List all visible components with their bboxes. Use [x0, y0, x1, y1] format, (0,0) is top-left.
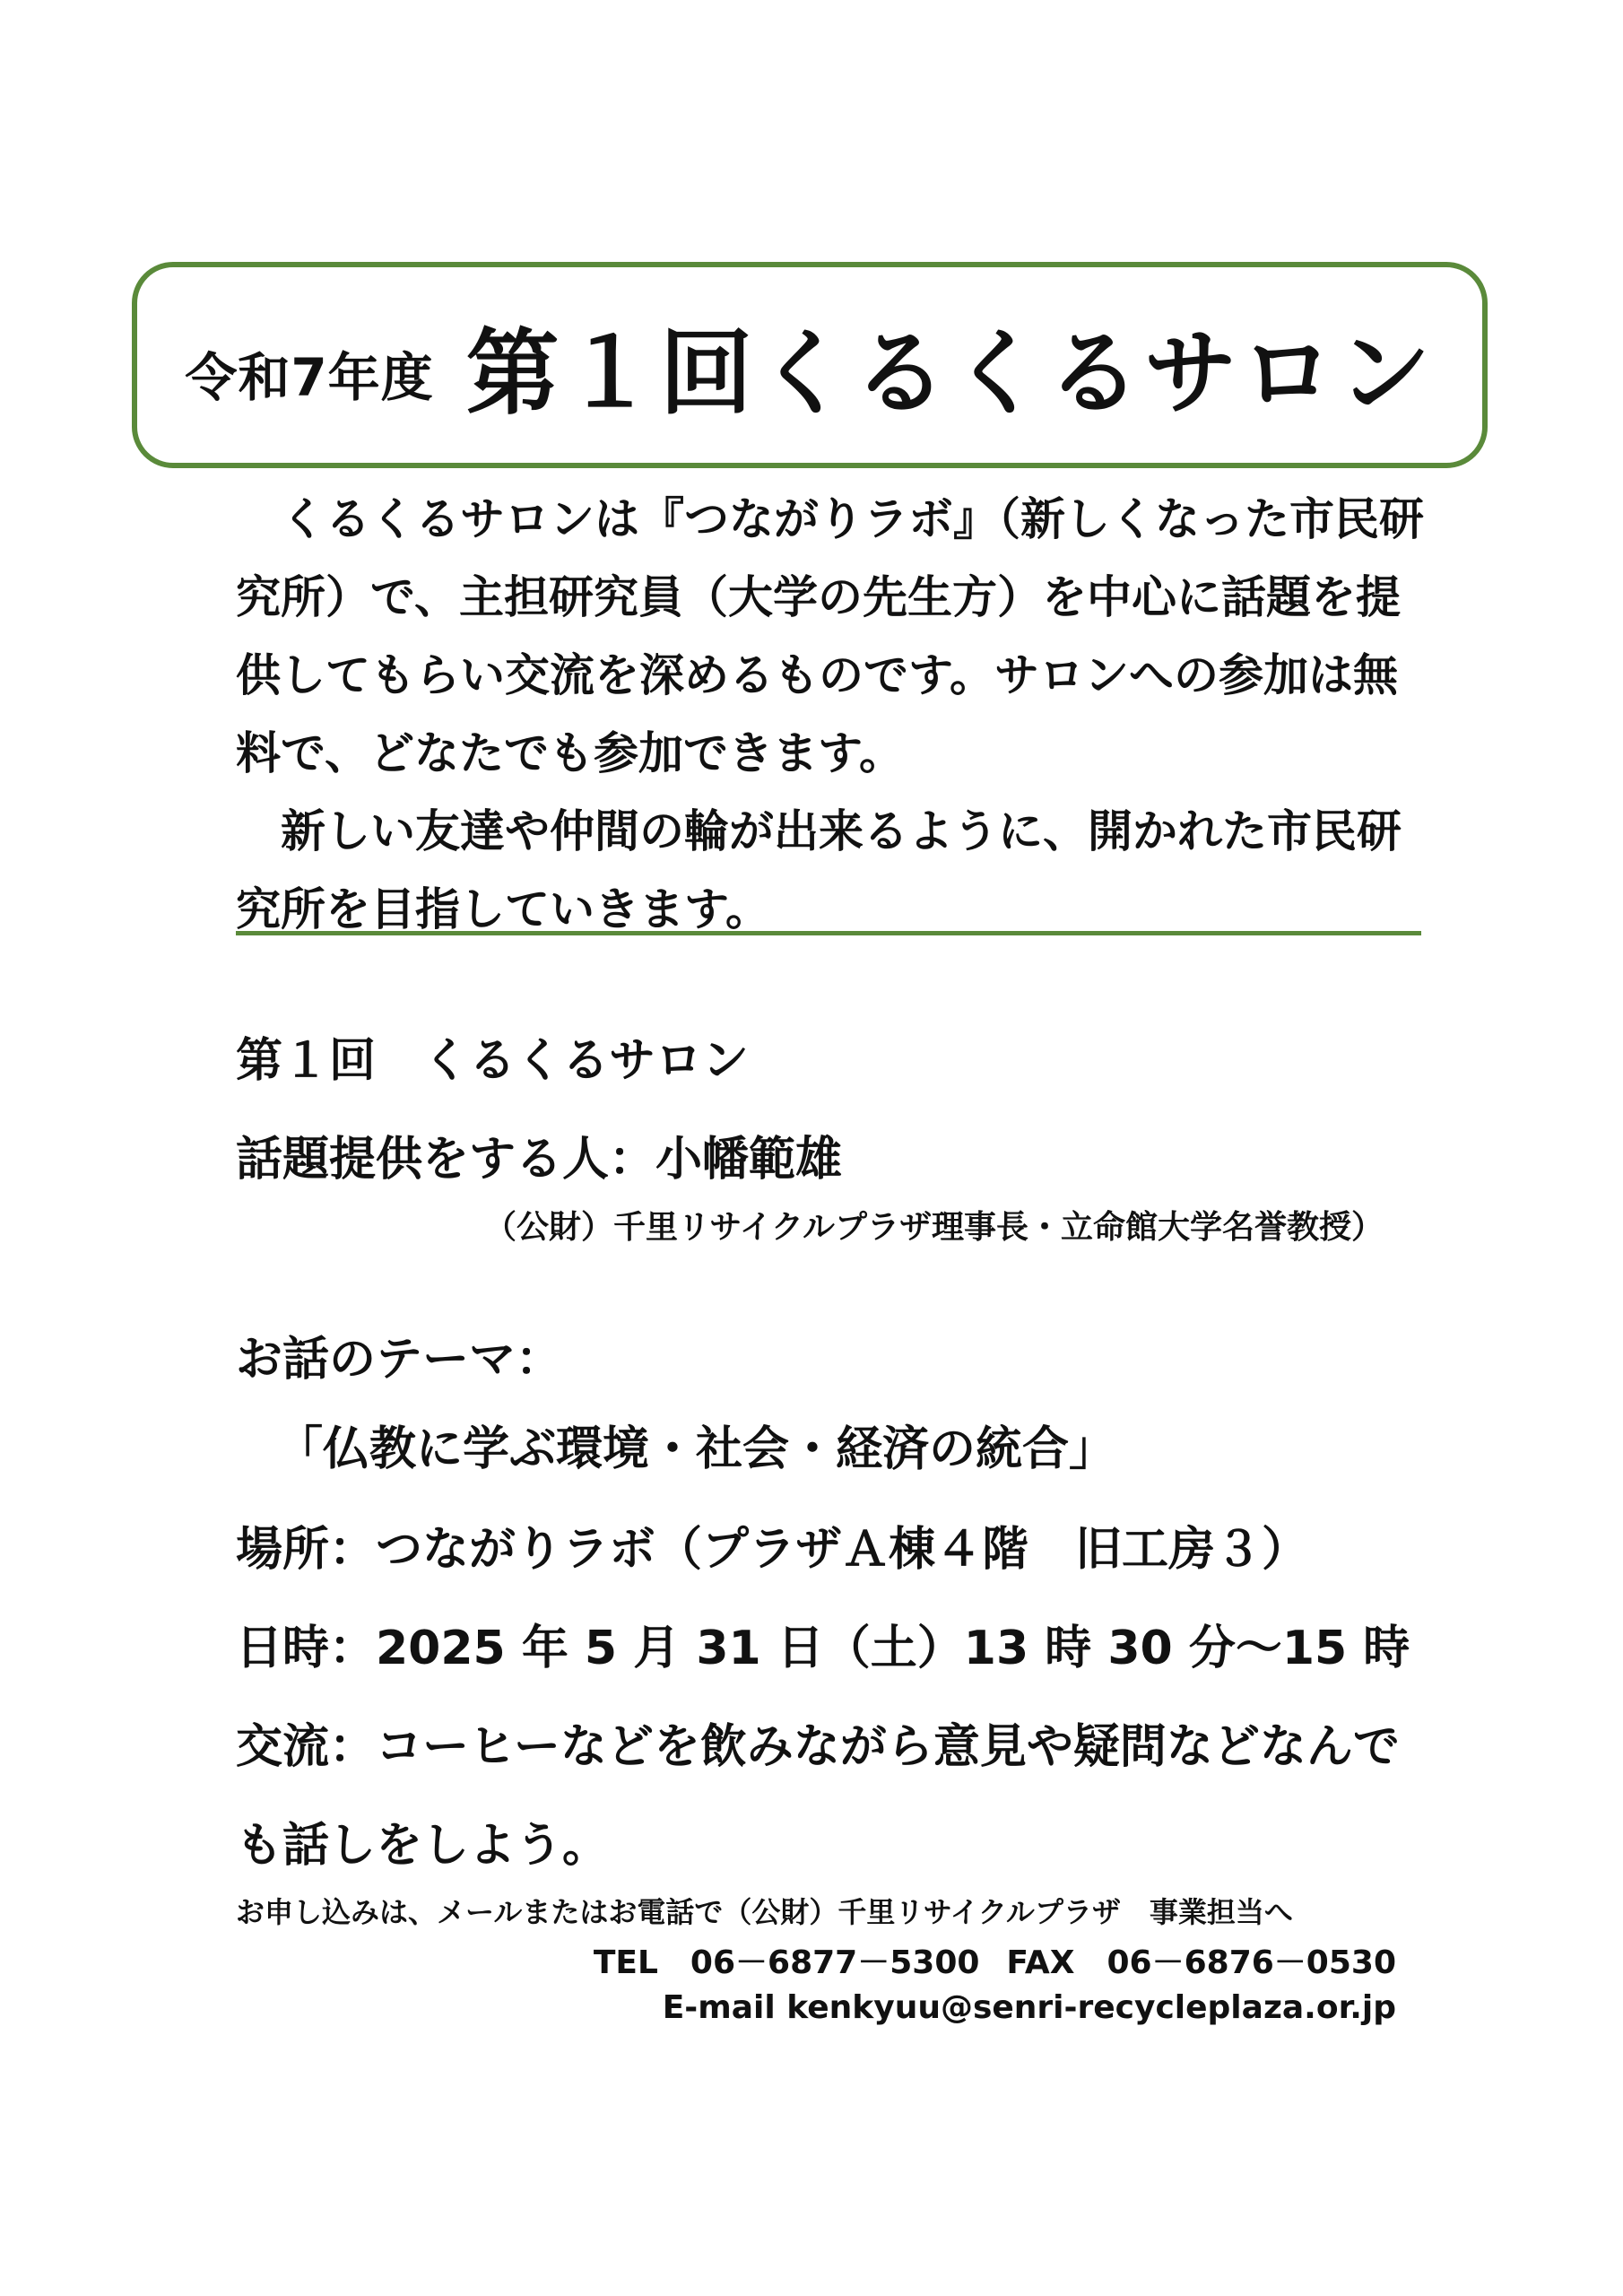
intro-paragraph-2: 新しい友達や仲間の輪が出来るように、開かれた市民研究所を目指していきます。: [236, 805, 1402, 935]
datetime-line: 日時：2025 年 5 月 31 日（土）13 時 30 分～15 時: [236, 1622, 1410, 1675]
tel-number: TEL 06－6877－5300: [593, 1944, 980, 1981]
theme-label: お話のテーマ：: [236, 1333, 563, 1387]
apply-note: お申し込みは、メールまたはお電話で（公財）千里リサイクルプラザ 事業担当へ: [236, 1895, 1293, 1929]
title-box: [132, 262, 1488, 468]
exchange-line-2: も話しをしよう。: [236, 1819, 610, 1873]
place-line: 場所：つながりラボ（プラザＡ棟４階 旧工房３）: [236, 1523, 1309, 1577]
divider: [236, 931, 1421, 935]
exchange-line-1: 交流：コーヒーなどを飲みながら意見や疑問などなんで: [236, 1720, 1400, 1774]
intro-paragraph-1: くるくるサロンは『つながりラボ』（新しくなった市民研究所）で、主担研究員（大学の先生方）を中心に話題を提供してもらい交流を深めるものです。サロンへの参加は無料で、どなたでも参加できます。: [236, 493, 1424, 779]
theme-text: 「仏教に学ぶ環境・社会・経済の統合」: [276, 1422, 1116, 1476]
email-line: E-mail kenkyuu@senri-recycleplaza.or.jp: [662, 1989, 1396, 2026]
speaker-line: 話題提供をする人：小幡範雄: [236, 1133, 843, 1187]
year-label: 令和7年度: [185, 347, 434, 408]
fax-number: FAX 06－6876－0530: [1006, 1944, 1396, 1981]
speaker-affiliation: （公財）千里リサイクルプラザ理事長・立命館大学名誉教授）: [484, 1209, 1384, 1246]
page-title: 第１回くるくるサロン: [465, 318, 1435, 428]
intro-text: [236, 481, 1437, 949]
phone-fax-line: [594, 1937, 1396, 1983]
event-heading: 第１回 くるくるサロン: [236, 1034, 750, 1088]
